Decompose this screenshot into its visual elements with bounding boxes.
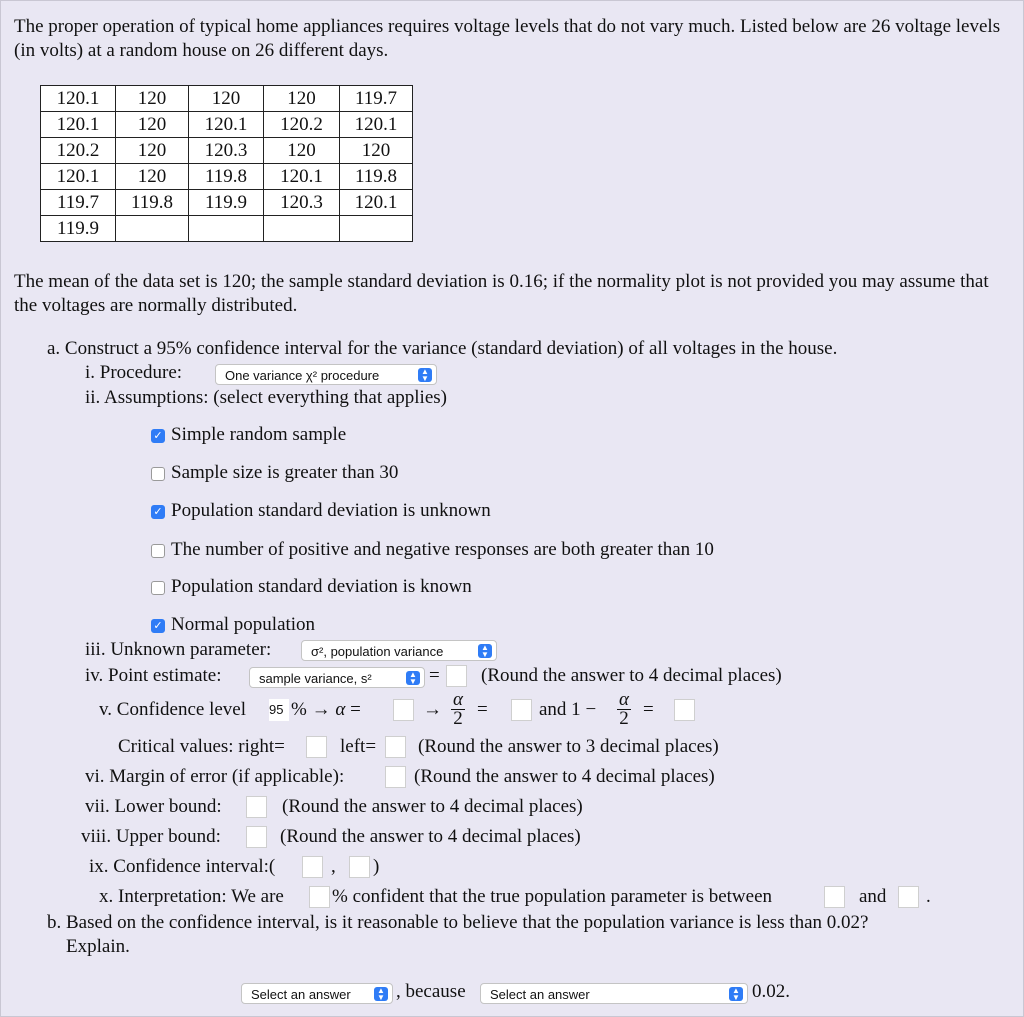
critical-note: (Round the answer to 3 decimal places) — [418, 736, 719, 757]
percent-arrow: % → α = — [291, 699, 361, 720]
upper-bound-label: viii. Upper bound: — [81, 826, 221, 847]
lower-bound-input[interactable] — [246, 796, 267, 818]
select-arrows-icon: ▲ ▼ — [406, 671, 420, 685]
table-cell: 119.9 — [41, 216, 116, 242]
one-minus-label: and 1 − — [539, 699, 597, 720]
assumptions-label: ii. Assumptions: (select everything that applies) — [85, 387, 447, 408]
table-cell: 120 — [264, 138, 340, 164]
table-cell: 120.1 — [189, 112, 264, 138]
interpretation-middle: % confident that the true population parameter is between — [332, 886, 773, 907]
lower-bound-note: (Round the answer to 4 decimal places) — [282, 796, 583, 817]
table-cell: 120 — [264, 86, 340, 112]
table-cell: 120 — [116, 112, 189, 138]
margin-of-error-label: vi. Margin of error (if applicable): — [85, 766, 345, 787]
alpha-numerator: α — [453, 689, 463, 710]
summary-text: The mean of the data set is 120; the sample standard deviation is 0.16; if the normality plot is not provided you may assume that the voltages are normally distributed. — [14, 271, 989, 316]
equals-sign: = — [429, 665, 440, 686]
table-cell: 120.1 — [340, 112, 413, 138]
alpha-symbol: α — [335, 699, 346, 720]
assumption-label: Population standard deviation is known — [171, 576, 472, 597]
table-cell — [264, 216, 340, 242]
table-cell: 120.2 — [264, 112, 340, 138]
select-arrows-icon: ▲ ▼ — [418, 368, 432, 382]
interpretation-percent-input[interactable] — [309, 886, 330, 908]
assumption-checkbox[interactable]: ✓ — [151, 619, 165, 633]
voltage-table — [40, 85, 413, 242]
assumption-label: Sample size is greater than 30 — [171, 462, 399, 483]
alpha-over-two — [451, 691, 465, 728]
part-b-explain: Explain. — [66, 936, 130, 957]
assumption-label: Normal population — [171, 614, 316, 635]
table-cell: 120.1 — [264, 164, 340, 190]
table-cell: 119.8 — [116, 190, 189, 216]
upper-bound-note: (Round the answer to 4 decimal places) — [280, 826, 581, 847]
select-arrows-icon: ▲ ▼ — [478, 644, 492, 658]
critical-right-label: Critical values: right= — [118, 736, 285, 757]
and-one-text: and 1 — [539, 699, 581, 720]
alpha-input[interactable] — [393, 699, 414, 721]
table-row — [41, 164, 413, 190]
table-row — [41, 86, 413, 112]
table-cell: 120.1 — [41, 86, 116, 112]
point-estimate-select[interactable] — [249, 667, 425, 688]
confidence-level-input[interactable]: 95 — [269, 699, 289, 721]
point-estimate-note: (Round the answer to 4 decimal places) — [481, 665, 782, 686]
table-cell: 120 — [340, 138, 413, 164]
unknown-parameter-label: iii. Unknown parameter: — [85, 639, 272, 660]
table-row — [41, 138, 413, 164]
one-minus-alpha-half-input[interactable] — [674, 699, 695, 721]
procedure-select[interactable] — [215, 364, 437, 385]
table-cell: 119.9 — [189, 190, 264, 216]
because-text: , because — [396, 981, 466, 1002]
table-cell: 119.7 — [340, 86, 413, 112]
part-b-question: b. Based on the confidence interval, is it reasonable to believe that the population variance is less than 0.02? — [47, 912, 869, 933]
part-b-answer-value: Select an answer — [251, 987, 351, 1002]
table-row — [41, 216, 413, 242]
point-estimate-input[interactable] — [446, 665, 467, 687]
part-b-tail: 0.02. — [752, 981, 790, 1002]
table-cell: 120 — [116, 164, 189, 190]
procedure-label: i. Procedure: — [85, 362, 183, 383]
alpha-numerator: α — [619, 689, 629, 710]
assumption-label: Simple random sample — [171, 424, 347, 445]
equals-sign: = — [643, 699, 654, 720]
alpha-denominator: 2 — [453, 708, 463, 729]
assumption-checkbox[interactable]: ✓ — [151, 429, 165, 443]
assumption-label: The number of positive and negative responses are both greater than 10 — [171, 539, 714, 560]
table-cell: 120.1 — [340, 190, 413, 216]
table-cell: 120 — [116, 86, 189, 112]
ci-lower-input[interactable] — [302, 856, 323, 878]
critical-left-label: left= — [340, 736, 377, 757]
table-cell: 120 — [189, 86, 264, 112]
margin-of-error-input[interactable] — [385, 766, 406, 788]
alpha-half-input[interactable] — [511, 699, 532, 721]
intro-text: The proper operation of typical home appliances requires voltage levels that do not vary much. Listed below are 26 voltage levels (in volts) at a random house on 26 different days. — [14, 16, 1001, 61]
part-b-reason-select[interactable] — [480, 983, 748, 1004]
unknown-parameter-select[interactable] — [301, 640, 497, 661]
alpha-denominator: 2 — [619, 708, 629, 729]
ci-upper-input[interactable] — [349, 856, 370, 878]
table-cell — [116, 216, 189, 242]
table-cell: 120.1 — [41, 112, 116, 138]
table-cell: 119.7 — [41, 190, 116, 216]
point-estimate-label: iv. Point estimate: — [85, 665, 222, 686]
assumption-checkbox[interactable] — [151, 467, 165, 481]
table-cell: 119.8 — [189, 164, 264, 190]
upper-bound-input[interactable] — [246, 826, 267, 848]
assumption-checkbox[interactable]: ✓ — [151, 505, 165, 519]
table-row — [41, 190, 413, 216]
interpretation-and: and — [859, 886, 887, 907]
table-cell — [189, 216, 264, 242]
equals-sign: = — [477, 699, 488, 720]
assumption-checkbox[interactable] — [151, 544, 165, 558]
procedure-select-value: One variance χ² procedure — [225, 368, 380, 383]
table-cell: 120.3 — [264, 190, 340, 216]
lower-bound-label: vii. Lower bound: — [85, 796, 222, 817]
table-cell: 120.3 — [189, 138, 264, 164]
critical-right-input[interactable] — [306, 736, 327, 758]
part-b-reason-value: Select an answer — [490, 987, 590, 1002]
part-b-answer-select[interactable] — [241, 983, 393, 1004]
table-cell: 120 — [116, 138, 189, 164]
arrow-symbol: → — [423, 699, 442, 720]
interpretation-lower-input[interactable] — [824, 886, 845, 908]
assumption-label: Population standard deviation is unknown — [171, 500, 491, 521]
confidence-interval-label: ix. Confidence interval:( — [89, 856, 276, 877]
ci-close-paren: ) — [373, 856, 380, 877]
alpha-over-two-second — [617, 691, 631, 728]
table-cell: 120.2 — [41, 138, 116, 164]
assumption-checkbox[interactable] — [151, 581, 165, 595]
table-cell: 119.8 — [340, 164, 413, 190]
point-estimate-value: sample variance, s² — [259, 671, 372, 686]
select-arrows-icon: ▲ ▼ — [729, 987, 743, 1001]
select-arrows-icon: ▲ ▼ — [374, 987, 388, 1001]
table-cell: 120.1 — [41, 164, 116, 190]
interpretation-upper-input[interactable] — [898, 886, 919, 908]
confidence-level-label: v. Confidence level — [99, 699, 247, 720]
table-row — [41, 112, 413, 138]
table-cell — [340, 216, 413, 242]
critical-left-input[interactable] — [385, 736, 406, 758]
unknown-parameter-value: σ², population variance — [311, 644, 444, 659]
interpretation-period: . — [926, 886, 931, 907]
interpretation-prefix: x. Interpretation: We are — [99, 886, 284, 907]
part-a-title: a. Construct a 95% confidence interval for the variance (standard deviation) of all voltages in the house. — [47, 338, 838, 359]
ci-comma: , — [331, 856, 336, 877]
margin-of-error-note: (Round the answer to 4 decimal places) — [414, 766, 715, 787]
